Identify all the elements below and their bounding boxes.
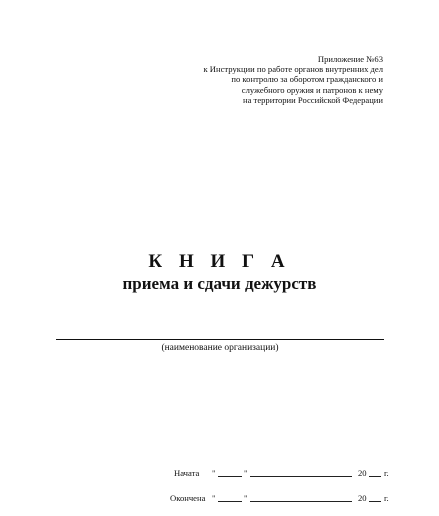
day-blank bbox=[218, 501, 242, 502]
date-started-row bbox=[168, 467, 408, 479]
appendix-line: по контролю за оборотом гражданского и bbox=[231, 74, 383, 85]
year-prefix: 20 bbox=[358, 493, 367, 503]
year-blank bbox=[369, 501, 381, 502]
date-finished-row bbox=[168, 492, 408, 504]
year-prefix: 20 bbox=[358, 468, 367, 478]
appendix-line: служебного оружия и патронов к нему bbox=[241, 84, 383, 95]
open-quote: " bbox=[212, 493, 216, 503]
year-blank bbox=[369, 476, 381, 477]
date-started-label: Начата bbox=[174, 468, 200, 478]
month-blank bbox=[250, 476, 352, 477]
book-title: К Н И Г А bbox=[148, 251, 291, 272]
organization-name-caption: (наименование организации) bbox=[161, 343, 279, 353]
year-suffix: г. bbox=[384, 493, 389, 503]
date-finished-label: Окончена bbox=[170, 493, 206, 503]
close-quote: " bbox=[244, 493, 248, 503]
appendix-line: к Инструкции по работе органов внутренних дел bbox=[203, 64, 383, 75]
appendix-line: на территории Российской Федерации bbox=[243, 94, 383, 105]
appendix-reference bbox=[153, 54, 383, 105]
organization-name-line bbox=[56, 339, 384, 340]
year-suffix: г. bbox=[384, 468, 389, 478]
close-quote: " bbox=[244, 468, 248, 478]
book-subtitle: приема и сдачи дежурств bbox=[122, 274, 317, 293]
day-blank bbox=[218, 476, 242, 477]
open-quote: " bbox=[212, 468, 216, 478]
appendix-line: Приложение №63 bbox=[317, 54, 383, 64]
month-blank bbox=[250, 501, 352, 502]
